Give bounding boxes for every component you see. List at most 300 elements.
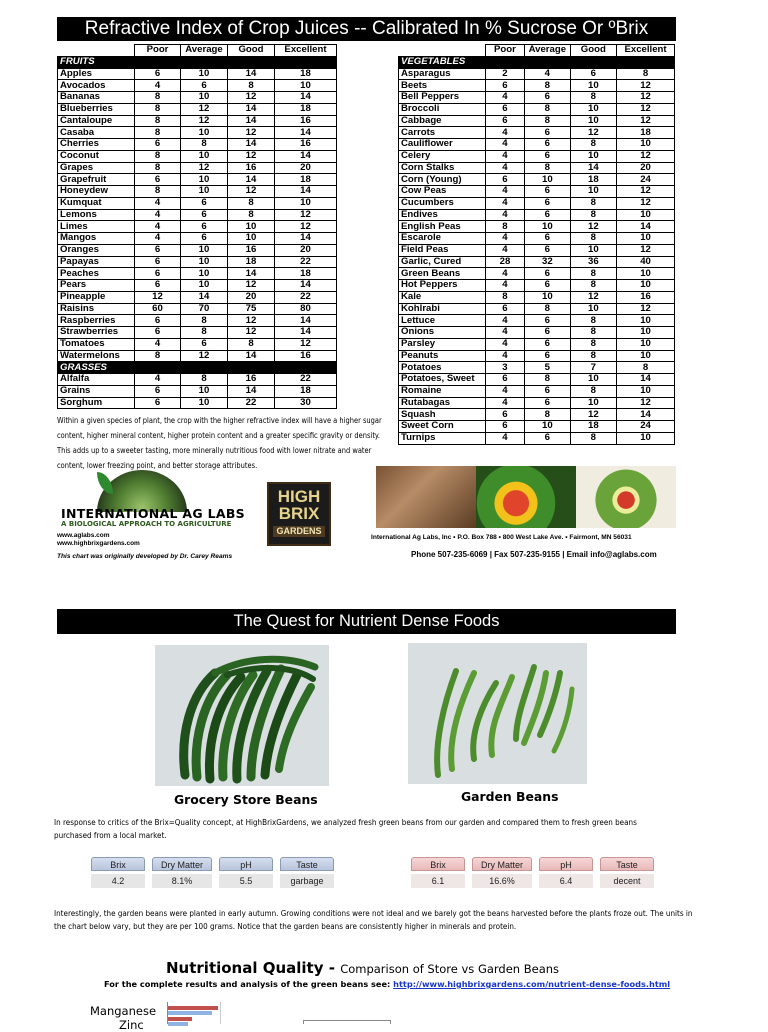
brix-value: 2 (485, 68, 524, 80)
brix-value: 12 (617, 186, 675, 198)
crop-name: Grapefruit (58, 174, 135, 186)
brix-value: 18 (275, 268, 337, 280)
brix-value: 8 (570, 432, 617, 444)
brix-value: 10 (228, 221, 275, 233)
table-row (58, 197, 337, 209)
brix-value: 8 (135, 350, 181, 362)
org-name: INTERNATIONAL AG LABS (61, 506, 245, 521)
brix-value: 5 (525, 362, 570, 374)
fruits-grasses-table (57, 44, 337, 409)
crop-name: Alfalfa (58, 374, 135, 386)
table-row (58, 327, 337, 339)
table-row (399, 327, 675, 339)
brix-value: 12 (570, 221, 617, 233)
brix-value: 14 (617, 374, 675, 386)
brix-value: 8 (617, 68, 675, 80)
metric-value: 8.1% (152, 874, 212, 888)
soil-hands-photo (376, 466, 476, 528)
brix-value: 10 (181, 244, 228, 256)
section-filler (275, 362, 337, 374)
brix-value: 10 (570, 303, 617, 315)
crop-name: Coconut (58, 150, 135, 162)
garden-metrics (411, 857, 654, 888)
store-metric-taste (280, 857, 334, 888)
manganese-label: Manganese (90, 1004, 157, 1018)
metric-label: Taste (280, 857, 334, 871)
brix-value: 8 (570, 139, 617, 151)
brix-value: 8 (181, 374, 228, 386)
nutrition-subtitle (104, 979, 670, 989)
col-excellent: Excellent (275, 45, 337, 57)
brix-value: 4 (485, 197, 524, 209)
brix-value: 12 (181, 350, 228, 362)
brix-value: 4 (135, 338, 181, 350)
brix-value: 4 (135, 197, 181, 209)
metric-value: 6.1 (411, 874, 465, 888)
crop-name: Potatoes, Sweet (399, 374, 486, 386)
brix-value: 10 (228, 233, 275, 245)
section-label: GRASSES (58, 362, 135, 374)
table-row (399, 197, 675, 209)
table-row (399, 68, 675, 80)
brix-value: 4 (485, 350, 524, 362)
brix-value: 4 (135, 374, 181, 386)
table-row (58, 80, 337, 92)
crop-name: Bananas (58, 92, 135, 104)
brix-value: 12 (617, 397, 675, 409)
brix-value: 30 (275, 397, 337, 409)
brix-value: 6 (525, 197, 570, 209)
store-metric-ph (219, 857, 273, 888)
brix-value: 16 (275, 115, 337, 127)
brix-value: 6 (485, 409, 524, 421)
crop-name: Field Peas (399, 244, 486, 256)
brix-value: 10 (525, 221, 570, 233)
col-excellent: Excellent (617, 45, 675, 57)
crop-name: Apples (58, 68, 135, 80)
metric-label: Brix (411, 857, 465, 871)
manganese-store-bar (168, 1011, 212, 1015)
brix-value: 12 (570, 291, 617, 303)
brix-value: 20 (617, 162, 675, 174)
salad-photo (576, 466, 676, 528)
crop-name: Garlic, Cured (399, 256, 486, 268)
brix-value: 14 (275, 127, 337, 139)
crop-name: Corn (Young) (399, 174, 486, 186)
brix-value: 14 (275, 233, 337, 245)
high-brix-gardens-logo (267, 482, 331, 546)
brix-value: 4 (135, 233, 181, 245)
brix-value: 8 (570, 233, 617, 245)
brix-value: 10 (570, 115, 617, 127)
crop-name: Potatoes (399, 362, 486, 374)
table-row (399, 209, 675, 221)
section-filler (228, 56, 275, 68)
brix-value: 6 (525, 233, 570, 245)
table-row (399, 256, 675, 268)
crop-name: Cabbage (399, 115, 486, 127)
brix-value: 8 (570, 338, 617, 350)
table-row (399, 385, 675, 397)
table-row (58, 350, 337, 362)
quest-title: The Quest for Nutrient Dense Foods (57, 609, 676, 634)
brix-value: 70 (181, 303, 228, 315)
brix-value: 22 (228, 397, 275, 409)
brix-value: 36 (570, 256, 617, 268)
chart-legend-box (303, 1020, 391, 1024)
brix-value: 8 (135, 92, 181, 104)
garden-beans-caption: Garden Beans (461, 789, 559, 804)
brix-value: 12 (275, 221, 337, 233)
brix-value: 8 (135, 150, 181, 162)
brix-value: 28 (485, 256, 524, 268)
brix-value: 4 (485, 432, 524, 444)
metric-value: 5.5 (219, 874, 273, 888)
brix-value: 22 (275, 291, 337, 303)
table-row (399, 80, 675, 92)
table-row (399, 362, 675, 374)
brix-value: 8 (570, 92, 617, 104)
brix-value: 14 (275, 150, 337, 162)
brix-value: 10 (525, 174, 570, 186)
section-filler (525, 56, 570, 68)
grocery-beans-caption: Grocery Store Beans (174, 792, 318, 807)
brix-value: 4 (485, 268, 524, 280)
brix-value: 14 (228, 268, 275, 280)
brix-value: 8 (181, 315, 228, 327)
brix-value: 6 (525, 397, 570, 409)
table-row (399, 338, 675, 350)
table-row (58, 244, 337, 256)
brix-value: 10 (181, 92, 228, 104)
brix-value: 8 (135, 127, 181, 139)
brix-value: 6 (181, 338, 228, 350)
brix-value: 8 (570, 209, 617, 221)
brix-value: 10 (617, 209, 675, 221)
brix-value: 10 (617, 350, 675, 362)
table-row (399, 374, 675, 386)
crop-name: Celery (399, 150, 486, 162)
brix-value: 7 (570, 362, 617, 374)
brix-value: 12 (181, 103, 228, 115)
chart-gridline (220, 1002, 221, 1024)
table-row (399, 303, 675, 315)
garden-metric-dry-matter (472, 857, 532, 888)
table-row (399, 162, 675, 174)
section-filler (617, 56, 675, 68)
brix-value: 10 (570, 397, 617, 409)
table-row (399, 421, 675, 433)
brix-value: 4 (485, 127, 524, 139)
brix-value: 12 (228, 150, 275, 162)
brix-value: 14 (617, 221, 675, 233)
brix-value: 10 (570, 80, 617, 92)
brix-value: 12 (228, 127, 275, 139)
brix-value: 6 (485, 174, 524, 186)
brix-value: 14 (228, 350, 275, 362)
garden-beans-image (408, 643, 587, 784)
crop-name: Sweet Corn (399, 421, 486, 433)
brix-value: 8 (135, 115, 181, 127)
crop-name: Turnips (399, 432, 486, 444)
fruits-section-header (58, 56, 337, 68)
brix-value: 12 (228, 186, 275, 198)
org-urls (57, 532, 140, 548)
section-filler (135, 56, 181, 68)
manganese-garden-bar (168, 1006, 218, 1010)
brix-value: 6 (525, 350, 570, 362)
brix-value: 8 (525, 303, 570, 315)
brix-value: 6 (485, 80, 524, 92)
chart-title: Refractive Index of Crop Juices -- Calibrated In % Sucrose Or ºBrix (57, 17, 676, 41)
brix-value: 12 (275, 338, 337, 350)
crop-name: Lemons (58, 209, 135, 221)
brix-value: 6 (135, 256, 181, 268)
crop-name: Peaches (58, 268, 135, 280)
brix-value: 10 (570, 186, 617, 198)
crop-name: Corn Stalks (399, 162, 486, 174)
brix-value: 6 (525, 186, 570, 198)
section-filler (228, 362, 275, 374)
brix-value: 22 (275, 374, 337, 386)
brix-value: 10 (181, 68, 228, 80)
brix-value: 14 (275, 186, 337, 198)
url-highbrix[interactable]: www.highbrixgardens.com (57, 540, 140, 547)
table-row (58, 291, 337, 303)
metric-value: 16.6% (472, 874, 532, 888)
crop-name: Bell Peppers (399, 92, 486, 104)
table-row (399, 150, 675, 162)
brix-value: 4 (485, 280, 524, 292)
garden-metric-ph (539, 857, 593, 888)
brix-value: 4 (485, 162, 524, 174)
table-row (399, 103, 675, 115)
brix-value: 8 (525, 80, 570, 92)
brix-value: 6 (525, 209, 570, 221)
section-filler (570, 56, 617, 68)
brix-value: 10 (181, 280, 228, 292)
blank-header (58, 45, 135, 57)
brix-value: 10 (617, 139, 675, 151)
brix-value: 10 (181, 256, 228, 268)
brix-value: 10 (617, 432, 675, 444)
hb-logo-line1: HIGH (277, 487, 321, 506)
blank-header (399, 45, 486, 57)
brix-value: 18 (275, 68, 337, 80)
table-row (399, 397, 675, 409)
brix-value: 14 (228, 385, 275, 397)
table-row (58, 315, 337, 327)
hb-logo-line3: GARDENS (273, 526, 325, 537)
table-row (399, 244, 675, 256)
intro-paragraph: In response to critics of the Brix=Quality concept, at HighBrixGardens, we analyzed fresh green beans from our garden and compared them to fresh green beans purchased from a local market. (54, 818, 637, 840)
ag-labs-logo (57, 466, 257, 528)
brix-value: 8 (570, 280, 617, 292)
growing-conditions-paragraph: Interestingly, the garden beans were planted in early autumn. Growing conditions were not ideal and we barely got the beans harvested before the plants froze out. The units in the chart below vary, but they are per 100 grams. Notice that the garden beans are consistently higher in minerals and protein. (54, 909, 693, 931)
brix-value: 6 (525, 432, 570, 444)
section-filler (135, 362, 181, 374)
brix-value: 6 (525, 150, 570, 162)
table-row (58, 280, 337, 292)
brix-value: 4 (485, 150, 524, 162)
nutrition-title-bold: Nutritional Quality - (166, 959, 341, 977)
nutrition-title (166, 958, 559, 977)
crop-name: Asparagus (399, 68, 486, 80)
brix-value: 10 (525, 421, 570, 433)
table-row (58, 68, 337, 80)
nutrition-chart (0, 1000, 768, 1032)
brix-value: 24 (617, 174, 675, 186)
brix-value: 10 (181, 174, 228, 186)
hb-logo-line2: BRIX (278, 504, 320, 523)
brix-value: 40 (617, 256, 675, 268)
crop-name: Peanuts (399, 350, 486, 362)
brix-value: 6 (181, 233, 228, 245)
org-address: International Ag Labs, Inc • P.O. Box 788 • 800 West Lake Ave. • Fairmont, MN 56031 (371, 534, 632, 541)
brix-value: 20 (275, 162, 337, 174)
crop-name: Grapes (58, 162, 135, 174)
table-row (399, 186, 675, 198)
col-poor: Poor (485, 45, 524, 57)
brix-value: 6 (525, 92, 570, 104)
brix-value: 6 (525, 139, 570, 151)
metric-label: pH (539, 857, 593, 871)
zinc-garden-bar (168, 1017, 192, 1021)
brix-value: 18 (570, 421, 617, 433)
col-average: Average (181, 45, 228, 57)
brix-value: 10 (617, 327, 675, 339)
brix-value: 6 (135, 174, 181, 186)
table-row (58, 139, 337, 151)
table-row (399, 280, 675, 292)
brix-value: 16 (228, 244, 275, 256)
brix-value: 6 (135, 280, 181, 292)
table-row (399, 268, 675, 280)
brix-value: 10 (525, 291, 570, 303)
brix-value: 12 (617, 103, 675, 115)
brix-value: 6 (525, 385, 570, 397)
crop-name: Escarole (399, 233, 486, 245)
brix-value: 20 (275, 244, 337, 256)
brix-value: 12 (570, 127, 617, 139)
nutrient-dense-foods-link[interactable]: http://www.highbrixgardens.com/nutrient-dense-foods.html (393, 979, 671, 989)
store-metric-brix (91, 857, 145, 888)
brix-value: 14 (228, 68, 275, 80)
table-row (58, 221, 337, 233)
brix-value: 6 (525, 268, 570, 280)
org-contact: Phone 507-235-6069 | Fax 507-235-9155 | Email info@aglabs.com (411, 550, 657, 559)
table-row (58, 397, 337, 409)
table-row (399, 350, 675, 362)
brix-value: 14 (275, 280, 337, 292)
brix-value: 8 (570, 197, 617, 209)
brix-value: 8 (485, 291, 524, 303)
brix-value: 10 (275, 80, 337, 92)
crop-name: Sorghum (58, 397, 135, 409)
brix-value: 10 (617, 268, 675, 280)
crop-name: Limes (58, 221, 135, 233)
table-row (58, 374, 337, 386)
table-row (58, 115, 337, 127)
table-row (58, 174, 337, 186)
brix-value: 16 (228, 374, 275, 386)
section-filler (181, 362, 228, 374)
brix-value: 8 (181, 327, 228, 339)
metric-value: garbage (280, 874, 334, 888)
brix-value: 10 (181, 385, 228, 397)
brix-value: 3 (485, 362, 524, 374)
brix-value: 6 (485, 115, 524, 127)
table-row (58, 256, 337, 268)
brix-value: 10 (617, 338, 675, 350)
section-filler (485, 56, 524, 68)
brix-value: 8 (525, 162, 570, 174)
brix-value: 32 (525, 256, 570, 268)
brix-value: 4 (525, 68, 570, 80)
crop-name: Cow Peas (399, 186, 486, 198)
brix-value: 4 (485, 244, 524, 256)
grasses-section-header (58, 362, 337, 374)
metric-label: Brix (91, 857, 145, 871)
brix-value: 22 (275, 256, 337, 268)
brix-value: 10 (617, 385, 675, 397)
brix-value: 6 (525, 338, 570, 350)
metric-label: Dry Matter (472, 857, 532, 871)
garden-metric-brix (411, 857, 465, 888)
table-row (58, 150, 337, 162)
chart-credit: This chart was originally developed by Dr. Carey Reams (57, 553, 233, 560)
vegetables-section-header (399, 56, 675, 68)
brix-value: 6 (525, 244, 570, 256)
brix-value: 10 (570, 150, 617, 162)
brix-value: 8 (525, 103, 570, 115)
brix-value: 12 (228, 280, 275, 292)
brix-value: 10 (275, 197, 337, 209)
table-row (399, 432, 675, 444)
brix-value: 6 (135, 68, 181, 80)
brix-value: 8 (570, 385, 617, 397)
brix-value: 10 (181, 186, 228, 198)
brix-value: 12 (617, 244, 675, 256)
banner-photos (376, 466, 676, 528)
crop-name: Strawberries (58, 327, 135, 339)
crop-name: Romaine (399, 385, 486, 397)
brix-value: 12 (617, 303, 675, 315)
table-row (399, 115, 675, 127)
brix-value: 8 (135, 103, 181, 115)
brix-value: 6 (181, 221, 228, 233)
table-row (58, 268, 337, 280)
table-row (399, 409, 675, 421)
table-row (58, 385, 337, 397)
table-row (399, 92, 675, 104)
brix-value: 8 (525, 374, 570, 386)
brix-value: 6 (485, 374, 524, 386)
crop-name: Mangos (58, 233, 135, 245)
metric-label: Taste (600, 857, 654, 871)
crop-name: Endives (399, 209, 486, 221)
brix-value: 6 (570, 68, 617, 80)
url-aglabs[interactable]: www.aglabs.com (57, 532, 110, 539)
crop-name: Raspberries (58, 315, 135, 327)
table-row (399, 174, 675, 186)
brix-value: 12 (617, 150, 675, 162)
brix-value: 8 (525, 115, 570, 127)
brix-value: 4 (135, 209, 181, 221)
brix-value: 14 (181, 291, 228, 303)
brix-value: 20 (228, 291, 275, 303)
garden-beans-photo (408, 643, 587, 784)
